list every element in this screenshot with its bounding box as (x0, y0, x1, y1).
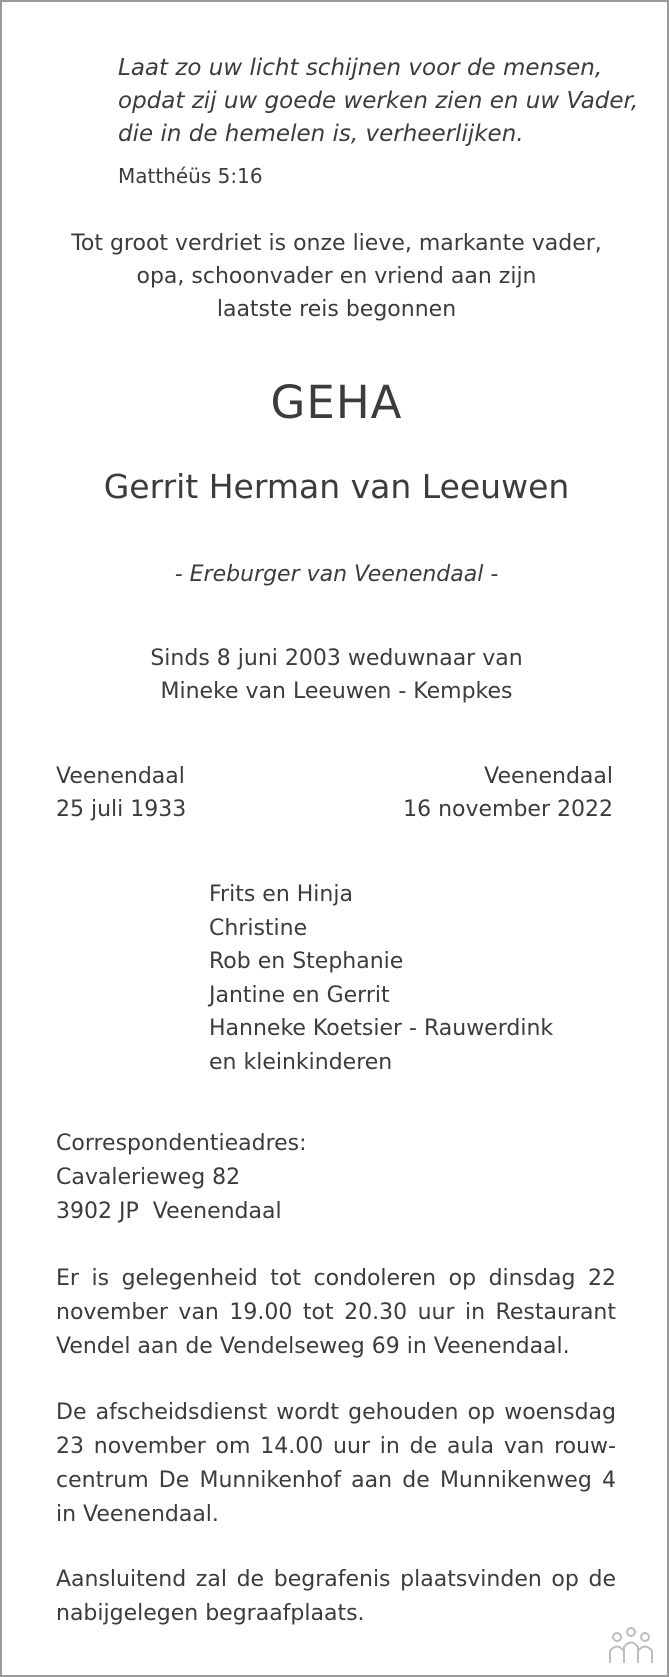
birth-date: 25 juli 1933 (56, 797, 187, 822)
correspondence-address (56, 1127, 307, 1229)
address-street: Cavalerieweg 82 (56, 1165, 241, 1190)
people-group-icon (607, 1625, 655, 1665)
widower-line: Sinds 8 juni 2003 weduwnaar van (150, 646, 523, 671)
intro-line: Tot groot verdriet is onze lieve, markante vader, (71, 231, 602, 256)
intro-line: laatste reis begonnen (216, 297, 457, 322)
condolence-paragraph: Er is gelegenheid tot condoleren op dinsdag 22 november van 19.00 tot 20.30 uur in Restaurant Vendel aan de Vendelseweg 69 in Veenendaal. (56, 1266, 616, 1359)
family-member: Frits en Hinja (209, 882, 353, 907)
death-info (403, 760, 613, 826)
family-member: Rob en Stephanie (209, 949, 404, 974)
birth-place: Veenendaal (56, 764, 185, 789)
family-member: Jantine en Gerrit (209, 982, 390, 1008)
intro-text (2, 227, 669, 326)
full-name: Gerrit Herman van Leeuwen (103, 467, 570, 506)
widower-note (2, 642, 669, 708)
verse-line: Laat zo uw licht schijnen voor de mensen, (118, 55, 603, 81)
family-member: en kleinkinderen (209, 1049, 393, 1075)
intro-line: opa, schoonvader en vriend aan zijn (136, 264, 537, 289)
widower-line: Mineke van Leeuwen - Kempkes (160, 679, 513, 704)
address-label: Correspondentieadres: (56, 1131, 307, 1156)
nickname: GEHA (270, 376, 403, 429)
bible-verse (118, 52, 638, 151)
burial-paragraph: Aansluitend zal de begrafenis plaatsvinden op de nabijgelegen begraafplaats. (56, 1567, 616, 1626)
death-date: 16 november 2022 (403, 797, 613, 822)
family-member: Hanneke Koetsier - Rauwerdink (209, 1016, 554, 1041)
birth-info (56, 760, 186, 826)
verse-reference: Matthéüs 5:16 (118, 164, 263, 188)
family-member: Christine (209, 915, 308, 941)
address-city: 3902 JP Veenendaal (56, 1199, 282, 1224)
service-paragraph: De afscheidsdienst wordt gehouden op woensdag 23 november om 14.00 uur in de aula van rouwcentrum De Munnikenhof aan de Munnikenweg 4 in Veenendaal. (56, 1400, 616, 1527)
honor-title: - Ereburger van Veenendaal - (174, 562, 499, 587)
death-place: Veenendaal (484, 764, 613, 789)
family-list (209, 878, 553, 1079)
verse-line: opdat zij uw goede werken zien en uw Vader, (118, 88, 639, 114)
verse-line: die in de hemelen is, verheerlijken. (118, 121, 524, 147)
